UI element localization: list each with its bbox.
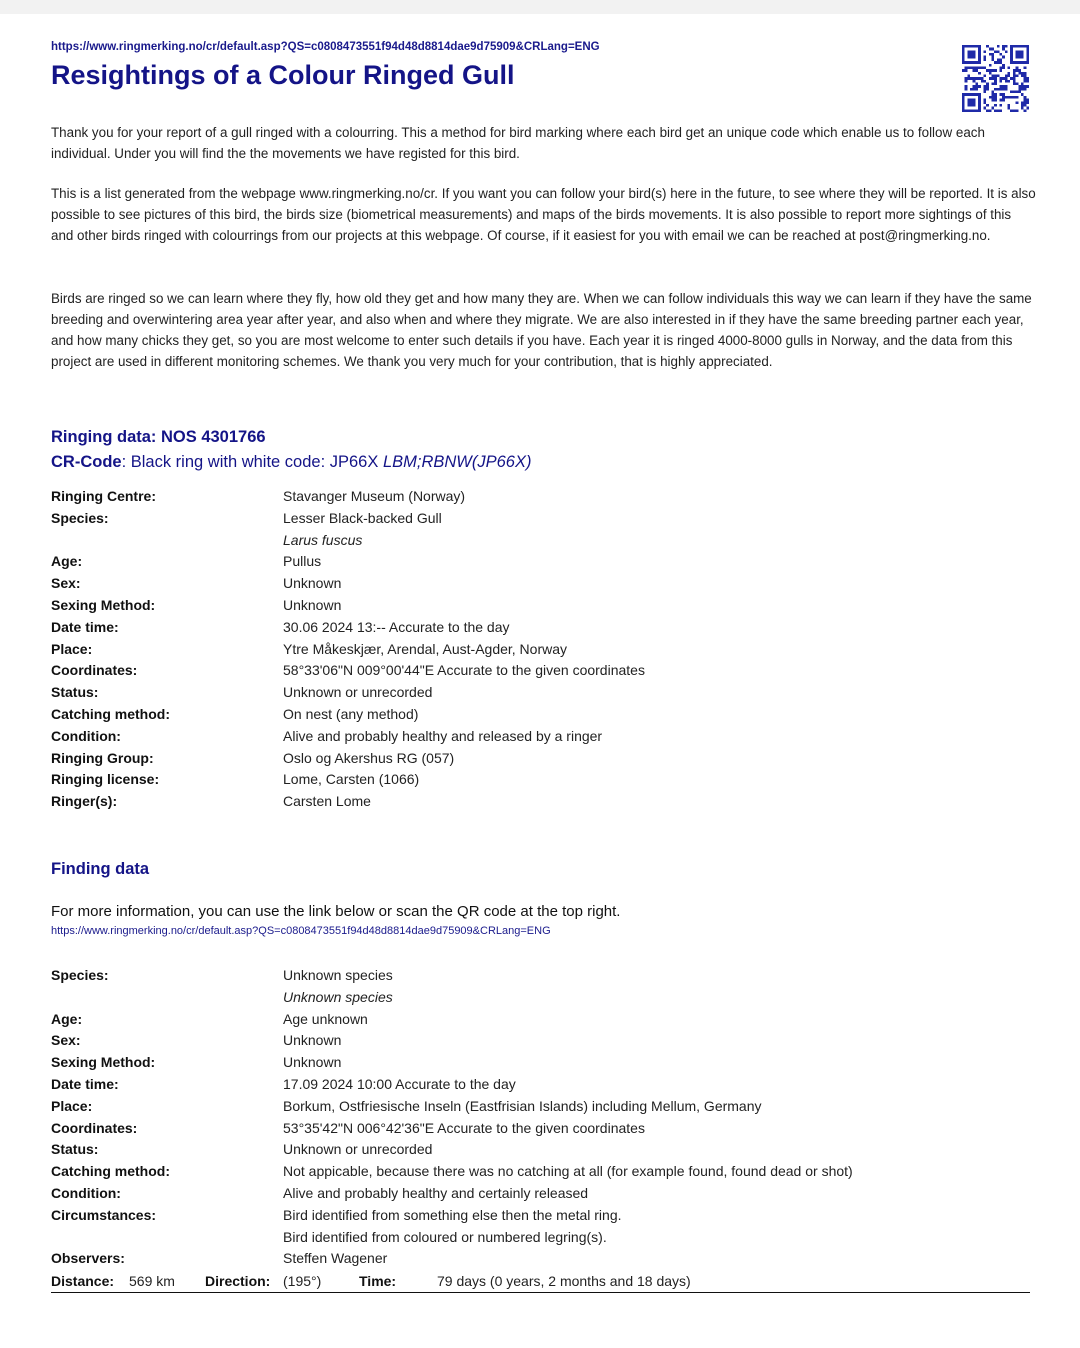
- page-url-link[interactable]: https://www.ringmerking.no/cr/default.asp?QS=c0808473551f94d48d8814dae9d75909&CRLang=ENG: [51, 41, 600, 53]
- table-row: [51, 1205, 1031, 1227]
- row-value: Unknown species: [283, 988, 393, 1005]
- row-label: Sex:: [51, 575, 81, 592]
- table-row: [51, 617, 1031, 639]
- row-value: Lesser Black-backed Gull: [283, 509, 442, 526]
- row-label: Sex:: [51, 1032, 81, 1049]
- row-value: Carsten Lome: [283, 793, 371, 810]
- cr-code-text: : Black ring with white code: JP66X: [121, 453, 383, 471]
- row-value: Oslo og Akershus RG (057): [283, 749, 455, 766]
- row-value: 53°35'42"N 006°42'36"E Accurate to the given coordinates: [283, 1119, 645, 1136]
- row-label: Date time:: [51, 1075, 119, 1092]
- row-value: Borkum, Ostfriesische Inseln (Eastfrisian Islands) including Mellum, Germany: [283, 1097, 762, 1114]
- table-row: [51, 769, 1031, 791]
- table-row: [51, 1096, 1031, 1118]
- ringing-data-heading: Ringing data: NOS 4301766: [51, 428, 266, 446]
- table-row: [51, 704, 1031, 726]
- row-label: Date time:: [51, 618, 119, 635]
- table-row: [51, 1030, 1031, 1052]
- row-value: Stavanger Museum (Norway): [283, 488, 466, 504]
- table-row: [51, 595, 1031, 617]
- row-label: [51, 987, 283, 1009]
- table-row: [51, 1009, 1031, 1031]
- row-value: Larus fuscus: [283, 531, 363, 548]
- row-label: Observers:: [51, 1250, 125, 1267]
- table-row: [51, 1248, 1031, 1270]
- finding-data-table: [51, 965, 1031, 1270]
- row-value: Alive and probably healthy and released by a ringer: [283, 727, 603, 744]
- row-label: Species:: [51, 967, 109, 983]
- row-label: Ringing Group:: [51, 749, 154, 766]
- time-value: 79 days (0 years, 2 months and 18 days): [437, 1273, 691, 1289]
- row-label: Place:: [51, 1097, 93, 1114]
- row-value: 17.09 2024 10:00 Accurate to the day: [283, 1075, 516, 1092]
- row-value: Bird identified from coloured or numbered legring(s).: [283, 1228, 607, 1245]
- table-row: [51, 551, 1031, 573]
- table-row: [51, 573, 1031, 595]
- table-row: [51, 1183, 1031, 1205]
- intro-paragraph-2: This is a list generated from the webpage www.ringmerking.no/cr. If you want you can follow your bird(s) here in the future, to see where they will be reported. It is also possible to see pictures of this bird, the birds size (biometrical measurements) and maps of the birds movements. It is also possible to report more sightings of this and other birds ringed with colourrings from our projects at this webpage. Of course, if it easiest for you with email we can be reached at post@ringmerking.no.: [51, 186, 1036, 243]
- time-label: Time:: [359, 1273, 397, 1289]
- top-bar: [0, 0, 1080, 14]
- row-label: Age:: [51, 553, 83, 570]
- row-label: Place:: [51, 640, 93, 657]
- row-value: Lome, Carsten (1066): [283, 771, 420, 788]
- row-label: Coordinates:: [51, 1119, 138, 1136]
- table-row: [51, 748, 1031, 770]
- movement-summary: [51, 1270, 1030, 1293]
- row-value: Ytre Måkeskjær, Arendal, Aust-Agder, Norway: [283, 640, 568, 657]
- row-value: Unknown: [283, 596, 342, 613]
- cr-code-italic: LBM;RBNW(JP66X): [382, 453, 532, 471]
- table-row: [51, 726, 1031, 748]
- distance-label: Distance:: [51, 1273, 115, 1289]
- cr-code-label: CR-Code: [51, 453, 122, 471]
- row-value: Unknown: [283, 1032, 342, 1049]
- row-label: [51, 530, 283, 552]
- row-value: Unknown or unrecorded: [283, 1141, 433, 1158]
- table-row: [51, 965, 1031, 987]
- finding-url-link[interactable]: https://www.ringmerking.no/cr/default.asp?QS=c0808473551f94d48d8814dae9d75909&CRLang=ENG: [51, 925, 551, 937]
- table-row: [51, 682, 1031, 704]
- row-value: Age unknown: [283, 1010, 368, 1027]
- row-value: Unknown or unrecorded: [283, 684, 433, 701]
- row-label: [51, 1227, 283, 1249]
- table-row: [51, 1161, 1031, 1183]
- direction-value: (195°): [283, 1273, 322, 1289]
- table-row: [51, 1074, 1031, 1096]
- row-value: Pullus: [283, 553, 322, 570]
- row-value: Unknown species: [283, 967, 393, 983]
- row-label: Ringing Centre:: [51, 488, 156, 504]
- table-row: [51, 486, 1031, 508]
- row-value: Alive and probably healthy and certainly released: [283, 1184, 589, 1201]
- row-label: Status:: [51, 1141, 99, 1158]
- finding-data-heading: Finding data: [51, 860, 150, 878]
- table-row: [51, 639, 1031, 661]
- row-label: Species:: [51, 509, 109, 526]
- distance-value: 569 km: [129, 1273, 175, 1289]
- table-row: [51, 1139, 1031, 1161]
- row-value: 58°33'06"N 009°00'44"E Accurate to the given coordinates: [283, 662, 645, 679]
- row-label: Catching method:: [51, 705, 170, 722]
- qr-code-icon[interactable]: [962, 45, 1029, 112]
- intro-paragraph-3: Birds are ringed so we can learn where they fly, how old they get and how many they are. When we can follow individuals this way we can learn if they have the same breeding and overwintering area year after year, and also when and where they migrate. We are also interested in if they have the same breeding partner each year, and how many chicks they get, so you are most welcome to enter such details if you have. Each year it is ringed 4000-8000 gulls in Norway, and the data from this project are used in different monitoring schemes. We thank you very much for your contribution, that is highly appreciated.: [51, 291, 1032, 369]
- row-label: Ringer(s):: [51, 793, 118, 810]
- page-title: Resightings of a Colour Ringed Gull: [51, 60, 515, 90]
- row-label: Sexing Method:: [51, 1054, 156, 1071]
- cr-code-line: [51, 453, 531, 472]
- table-row: [51, 508, 1031, 530]
- row-label: Catching method:: [51, 1163, 170, 1180]
- table-row: [51, 1118, 1031, 1140]
- more-info-text: For more information, you can use the link below or scan the QR code at the top right.: [51, 903, 621, 920]
- row-value: Bird identified from something else then the metal ring.: [283, 1206, 622, 1223]
- table-row: [51, 791, 1031, 813]
- row-value: Unknown: [283, 1054, 342, 1071]
- row-value: Unknown: [283, 575, 342, 592]
- table-row: [51, 1227, 1031, 1249]
- table-row: [51, 530, 1031, 552]
- row-value: Steffen Wagener: [283, 1250, 388, 1267]
- row-label: Condition:: [51, 1184, 121, 1201]
- row-label: Age:: [51, 1010, 83, 1027]
- row-value: Not appicable, because there was no catching at all (for example found, found dead or shot): [283, 1163, 853, 1180]
- direction-label: Direction:: [205, 1273, 271, 1289]
- table-row: [51, 660, 1031, 682]
- ringing-data-table: [51, 486, 1031, 813]
- row-label: Sexing Method:: [51, 596, 156, 613]
- table-row: [51, 987, 1031, 1009]
- row-label: Ringing license:: [51, 771, 160, 788]
- row-value: 30.06 2024 13:-- Accurate to the day: [283, 618, 510, 635]
- row-label: Status:: [51, 684, 99, 701]
- intro-paragraph-1: Thank you for your report of a gull ringed with a colourring. This a method for bird marking where each bird get an unique code which enable us to follow each individual. Under you will find the the movements we have registed for this bird.: [51, 125, 985, 161]
- row-label: Condition:: [51, 727, 121, 744]
- row-label: Circumstances:: [51, 1206, 157, 1223]
- row-label: Coordinates:: [51, 662, 138, 679]
- row-value: On nest (any method): [283, 705, 419, 722]
- table-row: [51, 1052, 1031, 1074]
